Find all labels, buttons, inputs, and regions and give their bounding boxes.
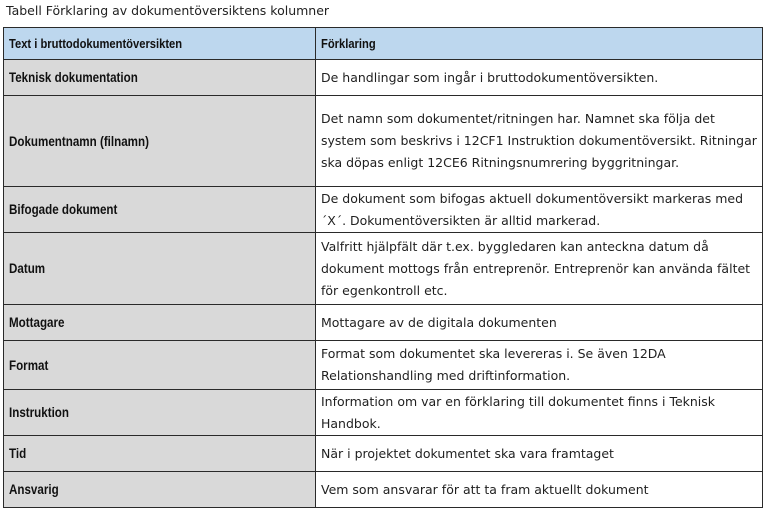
row-term-cell [4,341,316,390]
table-row [4,233,763,305]
row-term-cell [4,305,316,341]
row-term: Tid [9,446,27,461]
table-caption: Tabell Förklaring av dokumentöversiktens kolumner [6,3,330,18]
row-term: Datum [9,261,46,276]
header-explanation-column [316,28,763,60]
table-header-row [4,28,763,60]
row-term: Dokumentnamn (filnamn) [9,133,149,149]
row-term: Teknisk dokumentation [9,70,138,85]
row-term-cell [4,60,316,96]
header-term-column [4,28,316,60]
row-description: De dokument som bifogas aktuell dokumentöversikt markeras med ´X´. Dokumentöversikten är alltid markerad. [316,187,763,233]
row-term-cell [4,233,316,305]
table-row [4,96,763,187]
table-row [4,390,763,436]
table-row [4,341,763,390]
header-explanation-label: Förklaring [321,36,376,51]
row-description: De handlingar som ingår i bruttodokumentöversikten. [316,60,763,96]
row-term: Format [9,357,49,373]
header-term-label: Text i bruttodokumentöversikten [9,36,183,51]
row-term: Mottagare [9,315,65,330]
row-term-cell [4,96,316,187]
table-row [4,60,763,96]
table-row [4,187,763,233]
row-description: Det namn som dokumentet/ritningen har. Namnet ska följa det system som beskrivs i 12CF1 Instruktion dokumentöversikt. Ritningar ska döpas enligt 12CE6 Ritningsnumrering byggritningar. [316,96,763,187]
row-description: Mottagare av de digitala dokumenten [316,305,763,341]
row-term: Instruktion [9,405,69,420]
row-term-cell [4,187,316,233]
table-row [4,436,763,472]
columns-explanation-table [3,27,763,508]
row-term-cell [4,436,316,472]
row-term: Ansvarig [9,482,59,497]
row-term: Bifogade dokument [9,202,118,217]
row-description: Information om var en förklaring till dokumentet finns i Teknisk Handbok. [316,390,763,436]
table-row [4,305,763,341]
table-row [4,472,763,508]
row-description: Format som dokumentet ska levereras i. Se även 12DA Relationshandling med driftinformation. [316,341,763,390]
row-description: Valfritt hjälpfält där t.ex. byggledaren kan anteckna datum då dokument mottogs från entreprenör. Entreprenör kan använda fältet för egenkontroll etc. [316,233,763,305]
row-description: När i projektet dokumentet ska vara framtaget [316,436,763,472]
row-description: Vem som ansvarar för att ta fram aktuellt dokument [316,472,763,508]
row-term-cell [4,472,316,508]
row-term-cell [4,390,316,436]
